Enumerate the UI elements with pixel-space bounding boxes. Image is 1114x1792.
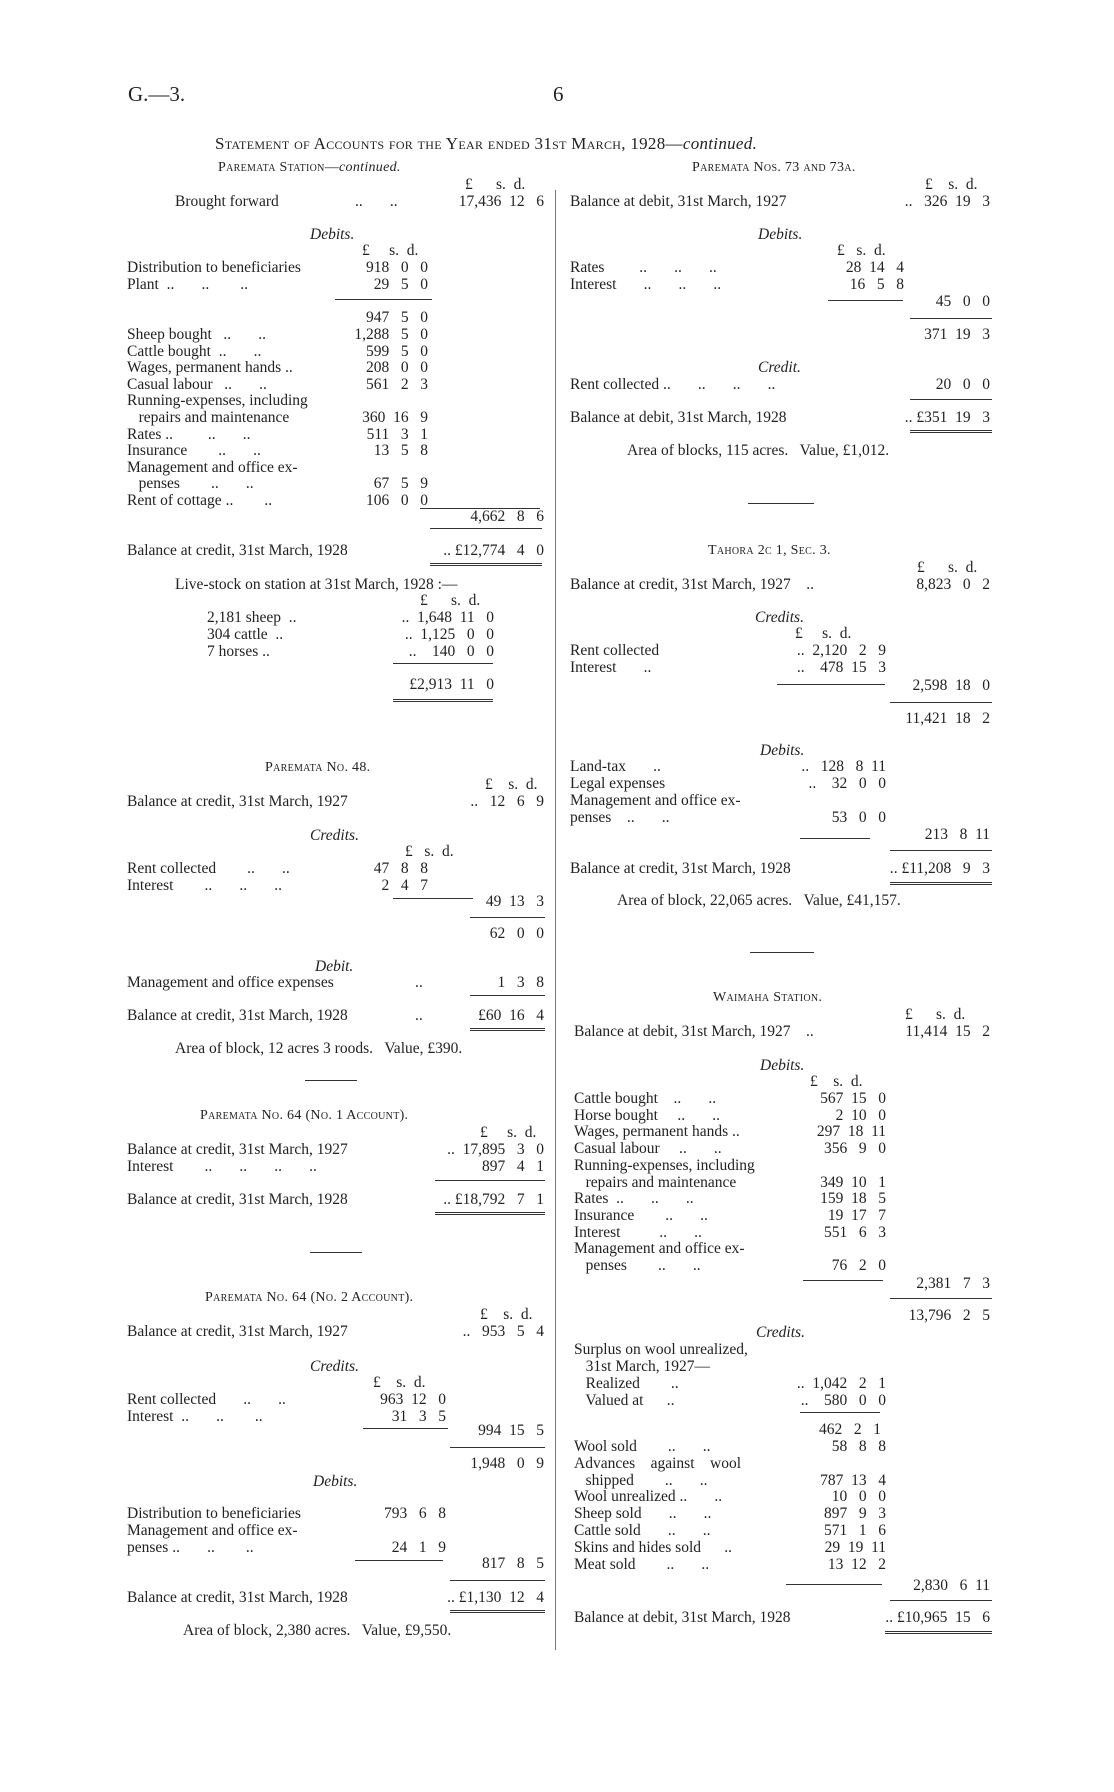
debit-row-label: penses .. .. bbox=[574, 1257, 701, 1274]
section-title-text: Paremata Station— bbox=[218, 160, 340, 175]
credit-row-amount: .. 2,120 2 9 bbox=[796, 642, 886, 659]
debit-row-amount: 19 17 7 bbox=[827, 1206, 886, 1224]
livestock-row-label: 304 cattle .. bbox=[207, 626, 284, 643]
debits-column-headers: £ s. d. bbox=[810, 1073, 863, 1090]
credit-row-amount: 29 19 11 bbox=[824, 1538, 886, 1556]
debit-row-label: Interest .. .. .. bbox=[570, 276, 722, 293]
credits-rule bbox=[786, 1584, 882, 1585]
sum-total: 62 0 0 bbox=[489, 925, 544, 942]
subtotal-rule bbox=[800, 1412, 880, 1413]
section-separator bbox=[750, 952, 814, 953]
credit-row-amount: 2 4 7 bbox=[381, 877, 428, 894]
balance-1927-label: Balance at debit, 31st March, 1927 .. bbox=[574, 1023, 814, 1040]
debit-row-amount: 16 5 8 bbox=[849, 276, 904, 293]
credit-row-amount: 10 0 0 bbox=[831, 1488, 886, 1506]
debit-row-label: Distribution to beneficiaries bbox=[127, 1505, 301, 1522]
section-title: Tahora 2c 1, Sec. 3. bbox=[708, 543, 831, 558]
debit-row-amount: 297 18 11 bbox=[816, 1123, 886, 1141]
debit-rule bbox=[470, 995, 545, 996]
debit-row-label: Cattle bought .. .. bbox=[127, 342, 262, 360]
debits-rule bbox=[355, 1560, 443, 1561]
debit-dots: .. bbox=[415, 974, 423, 991]
debit-row-amount: 567 15 0 bbox=[820, 1090, 886, 1107]
debits-total: 45 0 0 bbox=[935, 293, 990, 310]
balance-double-rule bbox=[435, 1212, 545, 1215]
debits-heading: Debits. bbox=[760, 742, 805, 759]
credits-column-headers: £ s. d. bbox=[373, 1374, 426, 1391]
balance-1928-amount: .. £12,774 4 0 bbox=[443, 542, 544, 559]
credit-row-amount: 47 8 8 bbox=[373, 860, 428, 877]
balance-1928-label: Balance at debit, 31st March, 1928 bbox=[574, 1609, 791, 1626]
credit-row-label: Rent collected bbox=[570, 642, 660, 659]
credits-rule bbox=[777, 684, 885, 685]
credit-row-label: Meat sold .. .. bbox=[574, 1555, 710, 1573]
section-separator bbox=[748, 503, 814, 504]
debit-row-amount: 349 10 1 bbox=[820, 1173, 886, 1191]
livestock-total-rule bbox=[393, 663, 493, 664]
credit-row-amount: 963 12 0 bbox=[380, 1391, 446, 1408]
balance-1928-label: Balance at credit, 31st March, 1928 bbox=[127, 542, 348, 559]
credit-row-amount: .. 1,042 2 1 bbox=[796, 1375, 886, 1392]
balance-1927-label: Balance at debit, 31st March, 1927 bbox=[570, 193, 787, 210]
credits-heading: Credits. bbox=[310, 827, 359, 844]
debit-row-label: Casual labour .. .. bbox=[574, 1140, 722, 1158]
balance-1928-amount: .. £351 19 3 bbox=[904, 409, 990, 426]
debit-row-label: Legal expenses bbox=[570, 775, 666, 792]
debit-row-label: Land-tax .. bbox=[570, 758, 661, 775]
section-title: Paremata No. 64 (No. 1 Account). bbox=[200, 1108, 409, 1123]
total-rule bbox=[890, 850, 992, 851]
balance-1928-amount: .. £10,965 15 6 bbox=[885, 1609, 990, 1626]
column-headers: £ s. d. bbox=[480, 1124, 537, 1141]
section-separator bbox=[305, 1080, 357, 1081]
balance-1927-amount: .. 12 6 9 bbox=[470, 793, 544, 810]
debit-row-label: repairs and maintenance bbox=[127, 409, 290, 426]
brought-forward-label: Brought forward bbox=[175, 193, 279, 210]
balance-double-rule bbox=[885, 1631, 992, 1634]
credit-row-label: Rent collected .. .. bbox=[127, 1391, 286, 1408]
debit-subtotal: 947 5 0 bbox=[366, 309, 428, 326]
balance-double-rule bbox=[430, 563, 542, 566]
sum-rule bbox=[470, 917, 545, 918]
debit-row-label: penses .. .. bbox=[570, 809, 670, 826]
credit-row-label: Interest .. bbox=[570, 659, 652, 676]
livestock-row-amount: .. 1,648 11 0 bbox=[401, 609, 494, 626]
section-title: Paremata No. 48. bbox=[265, 760, 371, 775]
debit-row-amount: 599 5 0 bbox=[366, 342, 428, 360]
credits-total: 2,598 18 0 bbox=[912, 677, 990, 694]
sum-rule bbox=[910, 318, 992, 319]
balance-1927-label: Balance at credit, 31st March, 1927 bbox=[127, 793, 348, 810]
livestock-row-amount: .. 1,125 0 0 bbox=[404, 626, 494, 643]
credit-amount: 20 0 0 bbox=[935, 376, 990, 393]
debit-row-amount: 76 2 0 bbox=[831, 1257, 886, 1274]
total-rule bbox=[430, 528, 542, 529]
debits-total: 817 8 5 bbox=[482, 1555, 544, 1572]
balance-1927-amount: .. 953 5 4 bbox=[462, 1323, 544, 1340]
page-title-continued: continued. bbox=[682, 134, 758, 153]
debits-total: 4,662 8 6 bbox=[470, 508, 544, 525]
debit-row-amount: 356 9 0 bbox=[824, 1140, 886, 1158]
credits-subtotal: 462 2 1 bbox=[819, 1421, 881, 1438]
debit-label: Management and office expenses bbox=[127, 974, 334, 991]
debit-row-label: penses .. .. bbox=[127, 475, 254, 493]
debit-row-amount: 793 6 8 bbox=[384, 1505, 446, 1522]
balance-1927-amount: .. 326 19 3 bbox=[904, 193, 990, 210]
debit-row-amount: 159 18 5 bbox=[820, 1190, 886, 1208]
document-code: G.—3. bbox=[128, 82, 186, 106]
debit-row-label: repairs and maintenance bbox=[574, 1173, 737, 1191]
debit-row-amount: 918 0 0 bbox=[366, 259, 428, 276]
debit-row-label: Horse bought .. .. bbox=[574, 1106, 720, 1124]
debit-row-amount: 2 10 0 bbox=[835, 1106, 886, 1124]
credit-row-label: Sheep sold .. .. bbox=[574, 1505, 712, 1523]
debit-row-amount: 24 1 9 bbox=[391, 1539, 446, 1556]
sum-total: 371 19 3 bbox=[924, 326, 990, 343]
debit-heading: Debit. bbox=[315, 958, 354, 975]
sum-rule bbox=[890, 1298, 992, 1299]
debits-rule bbox=[803, 1280, 883, 1281]
debit-row-amount: .. 128 8 11 bbox=[801, 758, 886, 775]
debits-column-headers: £ s. d. bbox=[837, 242, 886, 259]
credit-row-label: Cattle sold .. .. bbox=[574, 1522, 711, 1539]
debit-row-amount: 551 6 3 bbox=[824, 1223, 886, 1241]
page-title bbox=[215, 134, 757, 154]
debit-row-label: Wages, permanent hands .. bbox=[574, 1123, 740, 1141]
credit-row-label: Interest .. .. .. bbox=[127, 877, 282, 894]
debits-total: 2,381 7 3 bbox=[916, 1275, 990, 1292]
sum-rule bbox=[890, 702, 992, 703]
debit-row-label: Running-expenses, including bbox=[127, 392, 308, 410]
balance-1928-amount: .. £11,208 9 3 bbox=[889, 860, 990, 877]
credit-row-amount: 31 3 5 bbox=[391, 1408, 446, 1425]
balance-row-label: Interest .. .. .. .. bbox=[127, 1158, 317, 1175]
subtotal-rule bbox=[335, 299, 432, 300]
debit-row-label: penses .. .. .. bbox=[127, 1539, 254, 1556]
balance-1927-label: Balance at credit, 31st March, 1927 bbox=[127, 1323, 348, 1340]
balance-double-rule bbox=[890, 882, 992, 885]
section-separator bbox=[310, 1252, 362, 1253]
debits-rule bbox=[800, 838, 870, 839]
credit-row-label: Valued at .. bbox=[574, 1392, 675, 1409]
debits-heading: Debits. bbox=[758, 226, 803, 243]
total-rule bbox=[450, 1580, 545, 1581]
balance-1928-label: Balance at credit, 31st March, 1928 bbox=[127, 1589, 348, 1606]
credits-column-headers: £ s. d. bbox=[795, 625, 852, 642]
credits-heading: Credits. bbox=[756, 1324, 805, 1341]
debit-row-label: Rates .. .. .. bbox=[127, 425, 251, 443]
area-value: Area of block, 2,380 acres. Value, £9,550. bbox=[183, 1622, 452, 1639]
debit-row-label: Management and office ex- bbox=[574, 1240, 745, 1258]
column-divider bbox=[555, 190, 556, 1650]
credit-row-label: Interest .. .. .. bbox=[127, 1408, 263, 1425]
credit-row-amount: .. 580 0 0 bbox=[800, 1392, 886, 1409]
sum-total: 13,796 2 5 bbox=[908, 1307, 990, 1324]
balance-1927-amount: 8,823 0 2 bbox=[916, 576, 990, 593]
page-number: 6 bbox=[553, 82, 564, 106]
debits-total: 213 8 11 bbox=[924, 826, 990, 843]
debits-column-headers: £ s. d. bbox=[362, 242, 419, 259]
total-rule bbox=[435, 1180, 545, 1181]
debit-row-label: Casual labour .. .. bbox=[127, 375, 267, 393]
balance-1928-label: Balance at credit, 31st March, 1928 bbox=[570, 860, 791, 877]
debits-heading: Debits. bbox=[760, 1057, 805, 1074]
livestock-total: £2,913 11 0 bbox=[409, 676, 494, 693]
section-title-continued: continued. bbox=[339, 160, 401, 175]
debit-row-label: Management and office ex- bbox=[127, 458, 298, 476]
credit-row-label: Realized .. bbox=[574, 1375, 679, 1392]
debit-row-label: Rent of cottage .. .. bbox=[127, 492, 273, 509]
section-title: Paremata No. 64 (No. 2 Account). bbox=[205, 1290, 414, 1305]
credit-rule bbox=[910, 399, 992, 400]
balance-1928-label: Balance at debit, 31st March, 1928 bbox=[570, 409, 787, 426]
balance-1927-amount: 11,414 15 2 bbox=[905, 1023, 990, 1040]
livestock-row-label: 2,181 sheep .. bbox=[207, 609, 297, 626]
area-value: Area of block, 22,065 acres. Value, £41,157. bbox=[617, 892, 901, 909]
debit-row-amount: 1,288 5 0 bbox=[354, 326, 428, 343]
balance-row-amount: 897 4 1 bbox=[482, 1158, 544, 1175]
debit-row-amount: 67 5 9 bbox=[373, 475, 428, 493]
debit-row bbox=[127, 259, 301, 277]
area-value: Area of blocks, 115 acres. Value, £1,012. bbox=[627, 442, 890, 459]
credits-total: 2,830 6 11 bbox=[913, 1577, 990, 1594]
credits-rule bbox=[363, 1428, 448, 1429]
total-rule bbox=[890, 1600, 992, 1601]
credit-row-label: Advances against wool bbox=[574, 1454, 742, 1472]
balance-1928-dots: .. bbox=[415, 1007, 423, 1024]
debit-row-amount: 28 14 4 bbox=[845, 259, 904, 276]
credits-heading: Credits. bbox=[755, 609, 804, 626]
credits-heading: Credits. bbox=[310, 1358, 359, 1375]
credit-row-amount: 58 8 8 bbox=[831, 1438, 886, 1455]
credits-total: 49 13 3 bbox=[485, 893, 544, 910]
section-title: Paremata Nos. 73 and 73a. bbox=[692, 160, 856, 175]
balance-1928-amount: .. £18,792 7 1 bbox=[443, 1191, 544, 1208]
credits-total: 994 15 5 bbox=[478, 1422, 544, 1439]
column-headers: £ s. d. bbox=[917, 559, 978, 576]
debit-row bbox=[127, 276, 248, 294]
balance-double-rule bbox=[470, 1028, 545, 1031]
debit-row-label: Rates .. .. .. bbox=[574, 1190, 694, 1208]
credits-column-headers: £ s. d. bbox=[405, 843, 454, 860]
debit-row-label: Distribution to beneficiaries bbox=[127, 259, 301, 276]
credit-label: Rent collected .. .. .. .. bbox=[570, 376, 776, 393]
livestock-row-amount: .. 140 0 0 bbox=[408, 643, 494, 660]
sum-total: 11,421 18 2 bbox=[905, 710, 990, 727]
debit-row-label: Management and office ex- bbox=[570, 792, 741, 809]
debits-heading: Debits. bbox=[313, 1473, 358, 1490]
sum-total: 1,948 0 9 bbox=[470, 1455, 544, 1472]
credit-heading: Credit. bbox=[758, 359, 801, 376]
debit-row-amount: 13 5 8 bbox=[373, 442, 428, 460]
debit-row-label: Plant .. .. .. bbox=[127, 276, 248, 293]
credit-row-label: Skins and hides sold .. bbox=[574, 1538, 733, 1556]
debit-amount: 1 3 8 bbox=[497, 974, 544, 991]
brought-forward-dots: .. .. bbox=[355, 193, 398, 210]
debit-row-amount: 360 16 9 bbox=[362, 409, 428, 426]
livestock-column-headers: £ s. d. bbox=[420, 592, 481, 609]
credit-row-amount: 571 1 6 bbox=[824, 1522, 886, 1539]
balance-1928-amount: .. £1,130 12 4 bbox=[447, 1589, 544, 1606]
debit-row-label: Running-expenses, including bbox=[574, 1156, 755, 1174]
balance-double-rule bbox=[910, 430, 992, 433]
debit-row-amount: 29 5 0 bbox=[373, 276, 428, 293]
debit-row-label: Wages, permanent hands .. bbox=[127, 359, 293, 377]
credits-rule bbox=[393, 898, 473, 899]
balance-row-amount: .. 17,895 3 0 bbox=[447, 1141, 544, 1158]
debit-row-amount: .. 32 0 0 bbox=[808, 775, 886, 792]
debit-row-amount: 208 0 0 bbox=[366, 359, 428, 377]
credit-row-amount: 13 12 2 bbox=[827, 1555, 886, 1573]
credit-row-label: Rent collected .. .. bbox=[127, 860, 290, 877]
credit-row-amount: .. 478 15 3 bbox=[796, 659, 886, 676]
livestock-row-label: 7 horses .. bbox=[207, 643, 270, 660]
debit-row-amount: 511 3 1 bbox=[366, 425, 428, 443]
debit-row-amount: 106 0 0 bbox=[366, 492, 428, 509]
credit-row-amount: 897 9 3 bbox=[824, 1505, 886, 1523]
balance-1928-amount: £60 16 4 bbox=[478, 1007, 544, 1024]
livestock-heading: Live-stock on station at 31st March, 1928 :— bbox=[175, 576, 458, 593]
credit-row-label: 31st March, 1927— bbox=[574, 1358, 711, 1375]
column-headers: £ s. d. bbox=[925, 176, 978, 193]
debit-row-label: Cattle bought .. .. bbox=[574, 1090, 717, 1107]
debits-heading: Debits. bbox=[310, 226, 355, 243]
balance-1928-label: Balance at credit, 31st March, 1928 bbox=[127, 1191, 348, 1208]
debit-row-label: Management and office ex- bbox=[127, 1522, 298, 1539]
debit-row-label: Insurance .. .. bbox=[127, 442, 261, 460]
credit-row-label: Wool sold .. .. bbox=[574, 1438, 711, 1455]
debit-row-label: Insurance .. .. bbox=[574, 1206, 708, 1224]
sum-rule bbox=[450, 1447, 545, 1448]
credit-row-label: Surplus on wool unrealized, bbox=[574, 1341, 748, 1358]
balance-1928-label: Balance at credit, 31st March, 1928 bbox=[127, 1007, 348, 1024]
page-title-main: Statement of Accounts for the Year ended 31st March, 1928— bbox=[215, 134, 683, 153]
debit-row-amount: 561 2 3 bbox=[366, 375, 428, 393]
column-headers: £ s. d. bbox=[485, 776, 538, 793]
balance-double-rule bbox=[450, 1610, 545, 1613]
balance-row-label: Balance at credit, 31st March, 1927 bbox=[127, 1141, 348, 1158]
balance-1927-label: Balance at credit, 31st March, 1927 .. bbox=[570, 576, 815, 593]
column-headers: £ s. d. bbox=[465, 176, 526, 193]
credit-row-label: shipped .. .. bbox=[574, 1471, 708, 1489]
credit-row-label: Wool unrealized .. .. bbox=[574, 1488, 723, 1506]
section-title bbox=[218, 160, 401, 176]
column-headers: £ s. d. bbox=[480, 1306, 533, 1323]
debit-row-label: Sheep bought .. .. bbox=[127, 326, 267, 343]
column-headers: £ s. d. bbox=[905, 1006, 966, 1023]
credit-row-amount: 787 13 4 bbox=[820, 1471, 886, 1489]
debit-row-label: Interest .. .. bbox=[574, 1223, 702, 1241]
debit-row-amount: 53 0 0 bbox=[831, 809, 886, 826]
area-value: Area of block, 12 acres 3 roods. Value, £390. bbox=[175, 1040, 463, 1057]
livestock-double-rule bbox=[393, 699, 493, 702]
debit-row-label: Rates .. .. .. bbox=[570, 259, 717, 276]
debits-rule bbox=[828, 300, 903, 301]
brought-forward-amount: 17,436 12 6 bbox=[458, 193, 544, 210]
section-title: Waimaha Station. bbox=[713, 990, 823, 1005]
